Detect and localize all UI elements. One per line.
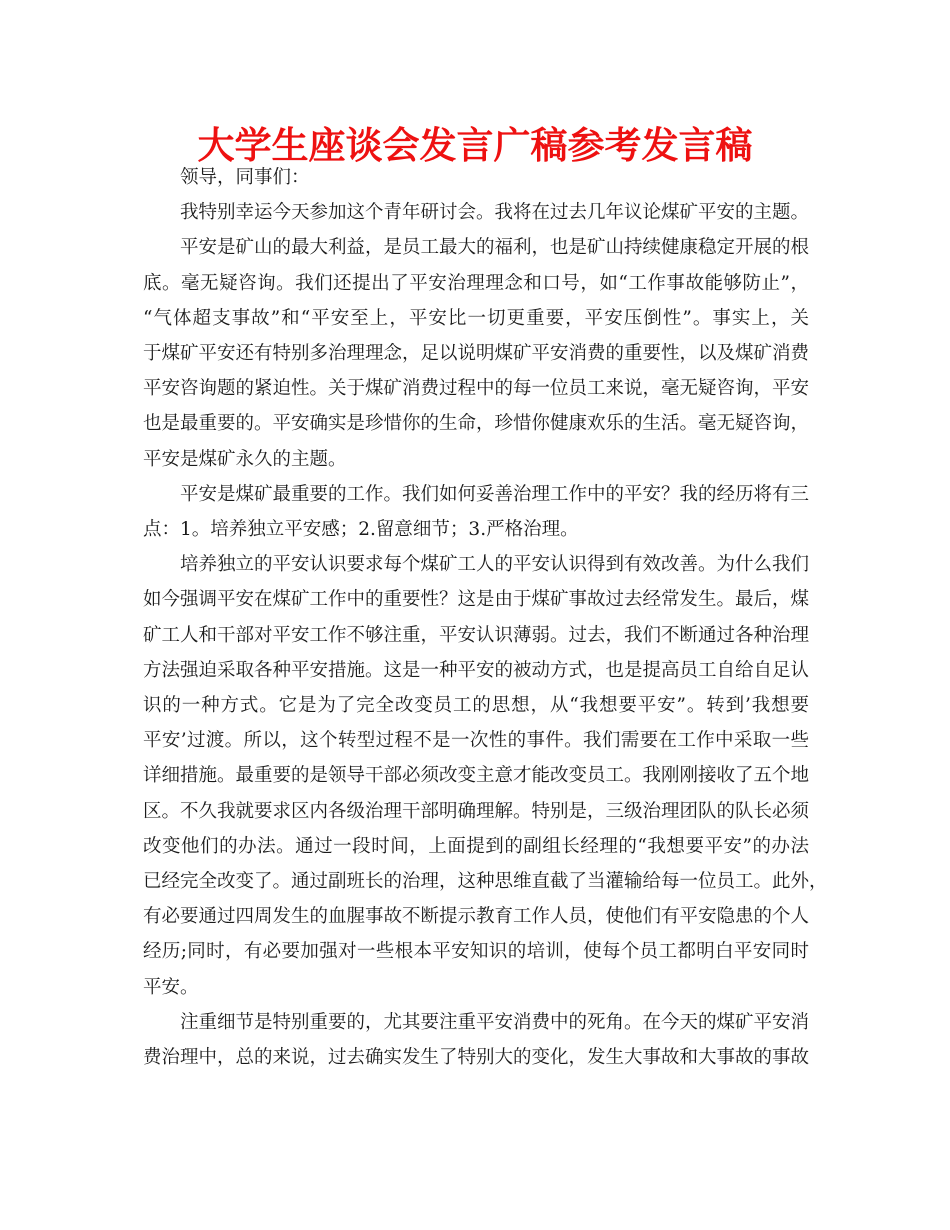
paragraph bbox=[143, 230, 809, 476]
paragraph-line: 点：1。培养独立平安感；2.留意细节；3.严格治理。 bbox=[143, 519, 579, 541]
paragraph bbox=[143, 547, 828, 1005]
paragraph-line: 平安。 bbox=[143, 976, 199, 998]
paragraph-line: 平安是煤矿最重要的工作。我们如何妥善治理工作中的平安？我的经历将有三 bbox=[180, 483, 810, 505]
paragraph bbox=[143, 160, 809, 195]
paragraph-line: 区。不久我就要求区内各级治理干部明确理解。特别是，三级治理团队的队长必须 bbox=[143, 800, 810, 822]
paragraph-line: 底。毫无疑咨询。我们还提出了平安治理理念和口号，如“工作事故能够防止”， bbox=[143, 272, 809, 294]
paragraph-line: 于煤矿平安还有特别多治理理念，足以说明煤矿平安消费的重要性，以及煤矿消费 bbox=[143, 343, 810, 365]
paragraph-line: 平安是矿山的最大利益，是员工最大的福利，也是矿山持续健康稳定开展的根 bbox=[180, 237, 810, 259]
paragraph bbox=[143, 1005, 809, 1075]
paragraph-line: 已经完全改变了。通过副班长的治理，这种思维直截了当灌输给每一位员工。此外， bbox=[143, 871, 828, 893]
paragraph-line: 领导，同事们： bbox=[180, 167, 310, 188]
paragraph-line: 有必要通过四周发生的血腥事故不断提示教育工作人员，使他们有平安隐患的个人 bbox=[143, 906, 810, 928]
paragraph-line: 矿工人和干部对平安工作不够注重，平安认识薄弱。过去，我们不断通过各种治理 bbox=[143, 624, 810, 646]
paragraph-line: 如今强调平安在煤矿工作中的重要性？这是由于煤矿事故过去经常发生。最后，煤 bbox=[143, 589, 810, 611]
paragraph-line: 平安咨询题的紧迫性。关于煤矿消费过程中的每一位员工来说，毫无疑咨询，平安 bbox=[143, 378, 810, 400]
paragraph-line: 平安是煤矿永久的主题。 bbox=[143, 448, 347, 470]
paragraph bbox=[143, 195, 809, 230]
paragraph-line: 详细措施。最重要的是领导干部必须改变主意才能改变员工。我刚刚接收了五个地 bbox=[143, 765, 810, 787]
paragraph-line: 我特别幸运今天参加这个青年研讨会。我将在过去几年议论煤矿平安的主题。 bbox=[180, 202, 810, 224]
document-title: 大学生座谈会发言广稿参考发言稿 bbox=[197, 124, 753, 167]
document-body bbox=[143, 160, 828, 1075]
paragraph-line: 改变他们的办法。通过一段时间，上面提到的副组长经理的“我想要平安”的办法 bbox=[143, 835, 809, 857]
paragraph bbox=[143, 477, 809, 547]
paragraph-line: “气体超支事故”和“平安至上，平安比一切更重要，平安压倒性”。事实上，关 bbox=[143, 307, 809, 329]
paragraph-line: 费治理中，总的来说，过去确实发生了特别大的变化，发生大事故和大事故的事故 bbox=[143, 1047, 810, 1069]
paragraph-line: 也是最重要的。平安确实是珍惜你的生命，珍惜你健康欢乐的生活。毫无疑咨询， bbox=[143, 413, 810, 435]
paragraph-line: 平安’过渡。所以，这个转型过程不是一次性的事件。我们需要在工作中采取一些 bbox=[143, 730, 809, 752]
paragraph-line: 注重细节是特别重要的，尤其要注重平安消费中的死角。在今天的煤矿平安消 bbox=[180, 1011, 810, 1033]
paragraph-line: 方法强迫采取各种平安措施。这是一种平安的被动方式，也是提高员工自给自足认 bbox=[143, 659, 810, 681]
paragraph-line: 经历;同时，有必要加强对一些根本平安知识的培训，使每个员工都明白平安同时 bbox=[143, 941, 809, 963]
paragraph-line: 培养独立的平安认识要求每个煤矿工人的平安认识得到有效改善。为什么我们 bbox=[180, 554, 810, 576]
paragraph-line: 识的一种方式。它是为了完全改变员工的思想，从“我想要平安”。转到’我想要 bbox=[143, 695, 809, 717]
